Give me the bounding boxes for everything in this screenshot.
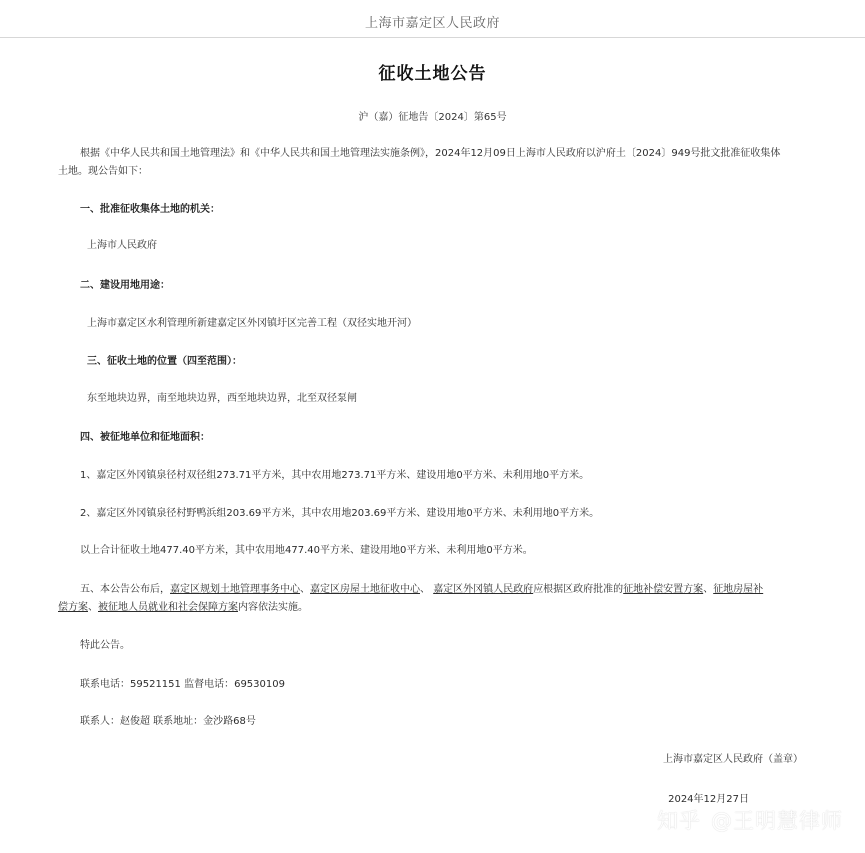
org-waigang-town-government: 嘉定区外冈镇人民政府 — [433, 584, 534, 595]
section-1-heading: 一、批准征收集体土地的机关： — [80, 204, 220, 215]
document-number: 沪（嘉）征地告〔2024〕第65号 — [358, 112, 507, 123]
watermark — [657, 805, 843, 835]
parcel-total: 以上合计征收土地477.40平方米，其中农用地477.40平方米、建设用地0平方米、未利用地0平方米。 — [80, 545, 533, 556]
org-planning-center: 嘉定区规划土地管理事务中心 — [170, 584, 300, 595]
org-land-requisition-center: 嘉定区房屋土地征收中心 — [310, 584, 420, 595]
section-2-body: 上海市嘉定区水利管理所新建嘉定区外冈镇圩区完善工程（双径实地开河） — [87, 318, 417, 329]
plan-employment-social-security: 被征地人员就业和社会保障方案 — [98, 602, 238, 613]
separator: 、 — [300, 584, 310, 595]
parcel-item-1: 1、嘉定区外冈镇泉径村双径组273.71平方米，其中农用地273.71平方米、建设用地0平方米、未利用地0平方米。 — [80, 470, 590, 481]
section-2-heading: 二、建设用地用途： — [80, 280, 170, 291]
watermark-site: 知乎 — [657, 809, 701, 833]
separator: 、 — [703, 584, 714, 595]
section-3-heading: 三、征收土地的位置（四至范围）： — [87, 356, 242, 367]
plan-housing-compensation-part2: 偿方案 — [58, 602, 88, 613]
plan-housing-compensation-part1: 征地房屋补 — [713, 584, 764, 595]
separator: 、 — [88, 602, 98, 613]
header-bar — [0, 0, 865, 38]
watermark-author: @王明慧律师 — [711, 809, 843, 833]
issue-date: 2024年12月27日 — [668, 794, 749, 805]
signature: 上海市嘉定区人民政府（盖章） — [663, 754, 803, 765]
issuer-name: 上海市嘉定区人民政府 — [364, 16, 500, 31]
section-5-prefix: 五、本公告公布后， — [80, 584, 170, 595]
section-3-body: 东至地块边界，南至地块边界，西至地块边界，北至双径泵闸 — [87, 393, 357, 404]
intro-line-1: 根据《中华人民共和国土地管理法》和《中华人民共和国土地管理法实施条例》，2024年12月09日上海市人民政府以沪府土〔2024〕949号批文批准征收集体 — [80, 148, 781, 159]
parcel-item-2: 2、嘉定区外冈镇泉径村野鸭浜组203.69平方米，其中农用地203.69平方米、建设用地0平方米、未利用地0平方米。 — [80, 508, 600, 519]
plan-compensation-resettlement: 征地补偿安置方案 — [623, 584, 704, 595]
closing-text: 特此公告。 — [80, 640, 130, 651]
separator: 、 — [420, 584, 434, 595]
section-5-mid: 应根据区政府批准的 — [533, 584, 624, 595]
section-5-line-1 — [80, 581, 763, 599]
intro-line-2: 土地。现公告如下： — [58, 166, 148, 177]
section-1-body: 上海市人民政府 — [87, 240, 157, 251]
section-4-heading: 四、被征地单位和征地面积： — [80, 432, 210, 443]
contact-person: 联系人：赵俊超 联系地址：金沙路68号 — [80, 716, 256, 727]
section-5-suffix: 内容依法实施。 — [238, 602, 308, 613]
contact-phone: 联系电话：59521151 监督电话：69530109 — [80, 679, 285, 690]
notice-title: 征收土地公告 — [378, 64, 487, 84]
section-5-line-2 — [58, 599, 308, 617]
